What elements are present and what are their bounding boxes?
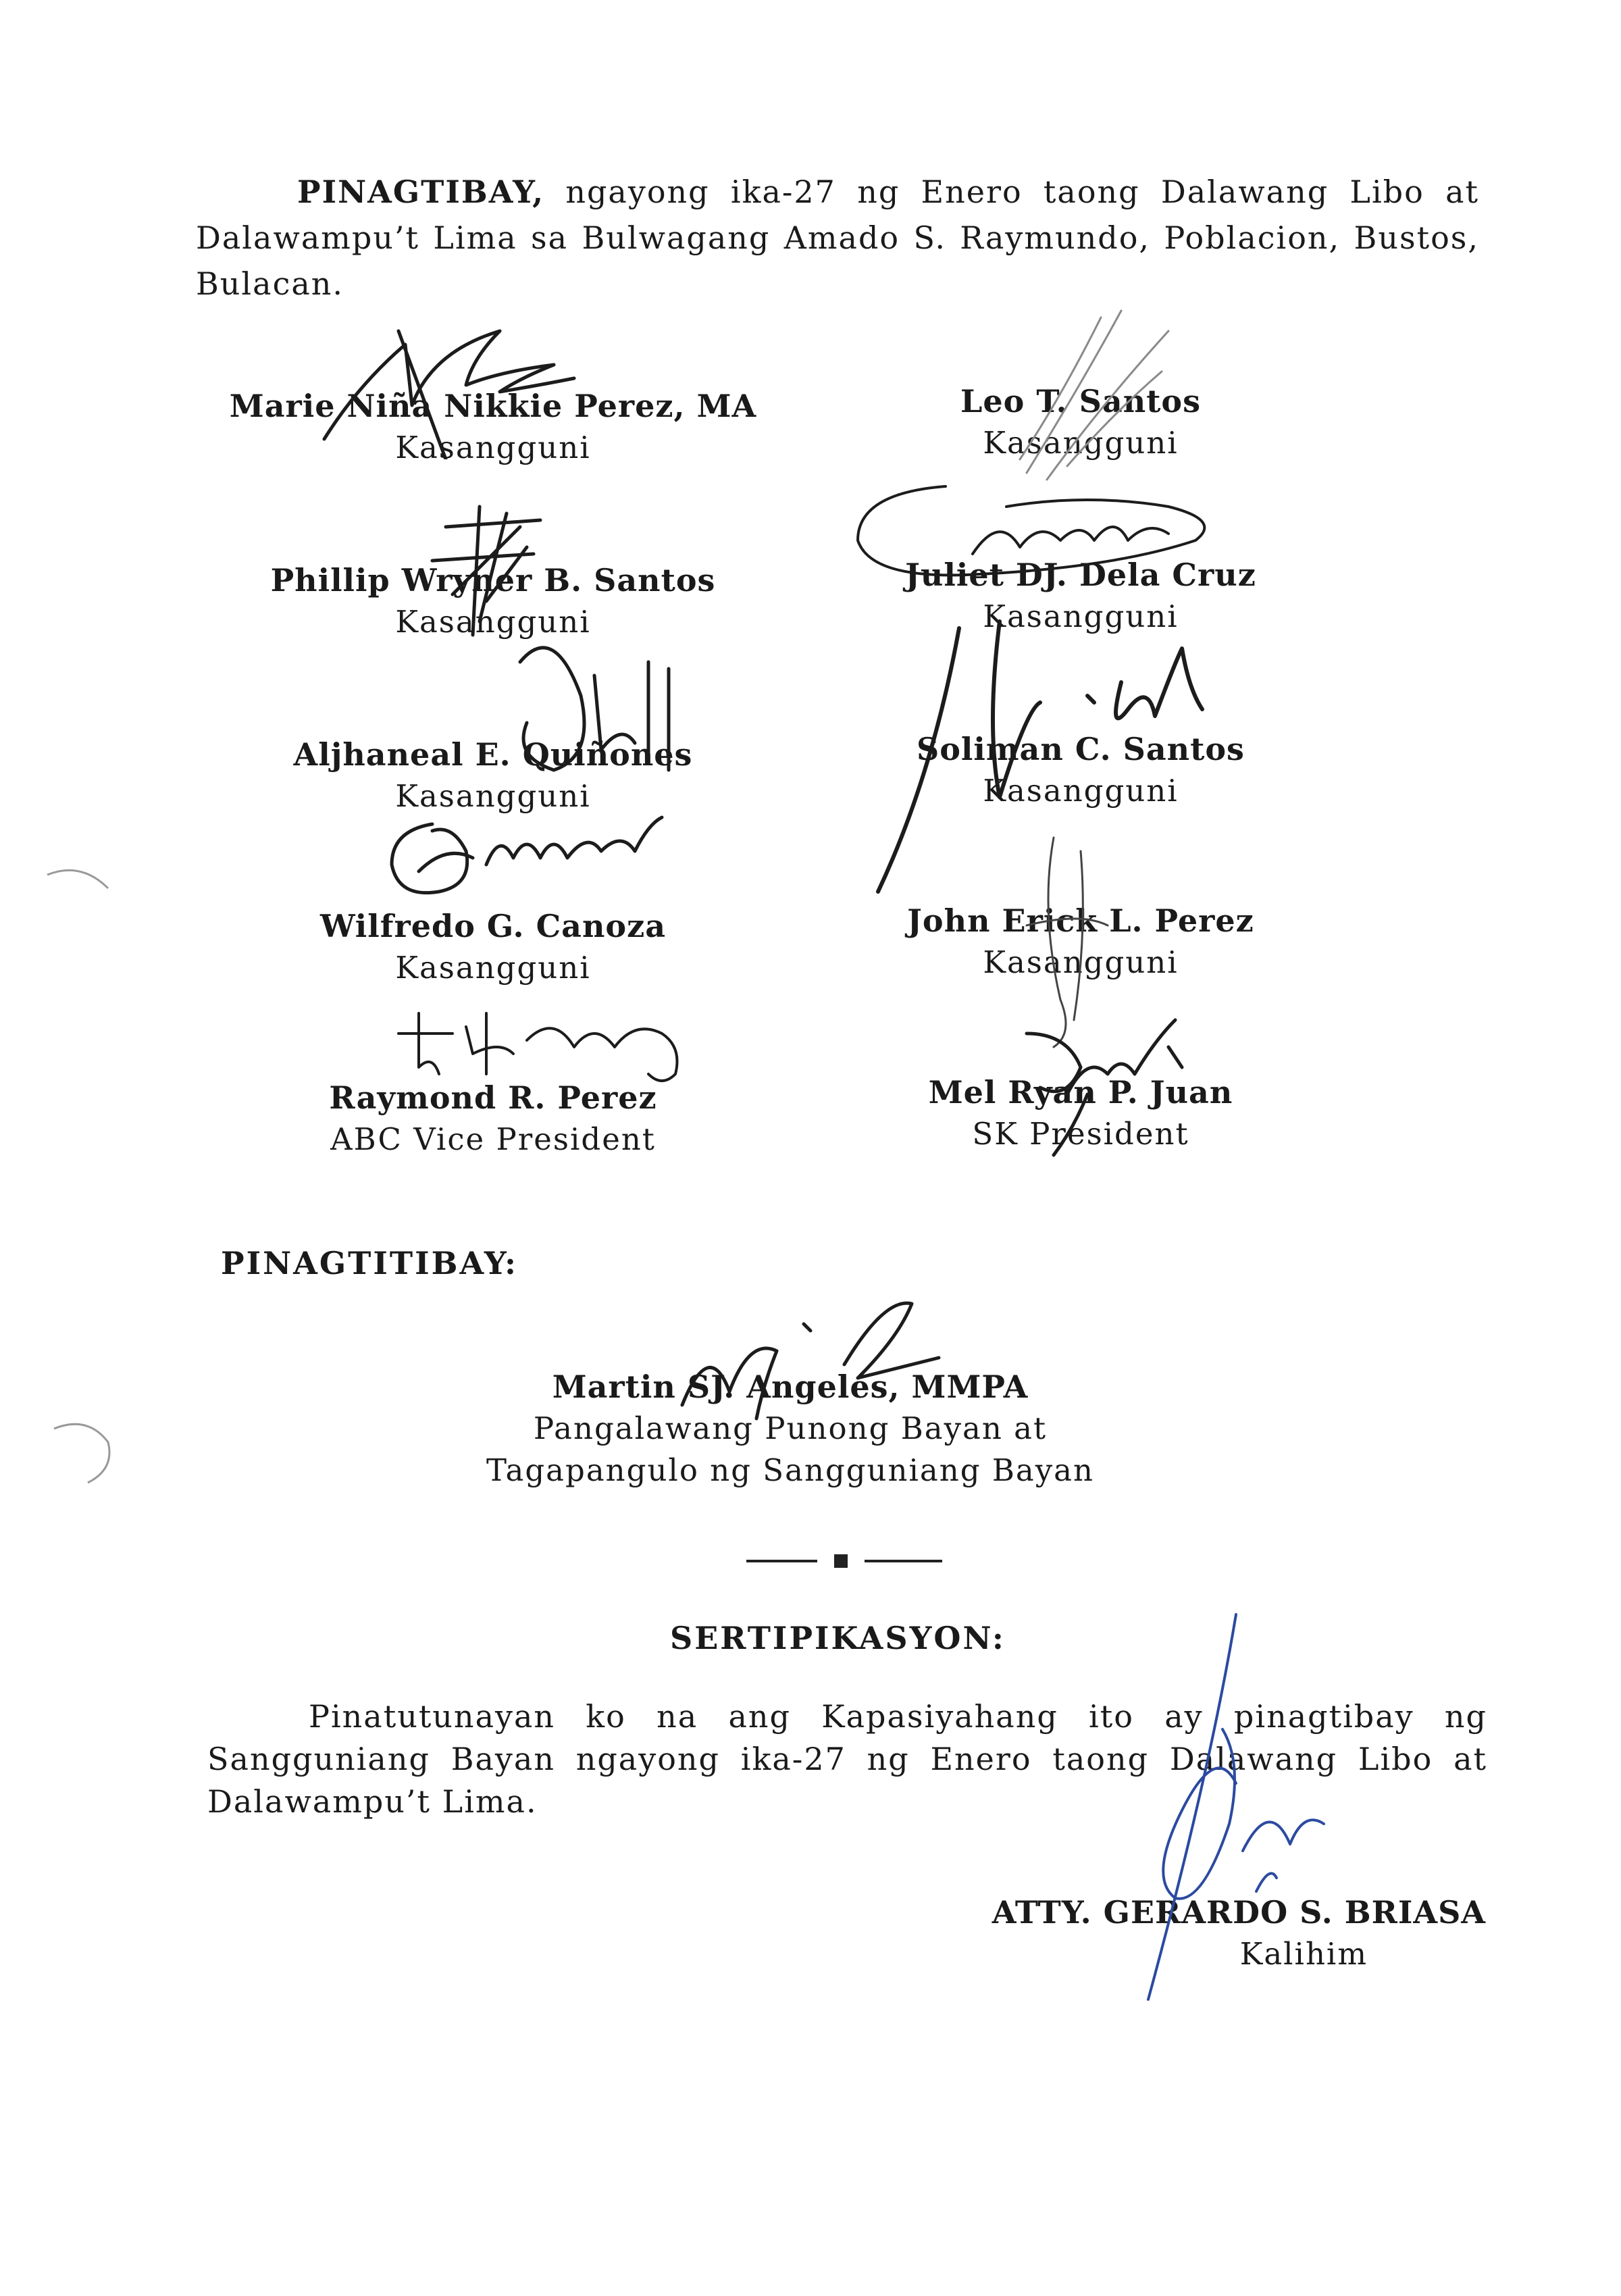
signatory-perez-jel [743, 900, 1418, 984]
signatory-canoza [155, 905, 831, 989]
signatory-name: Marie Niña Nikkie Perez, MA [229, 388, 757, 424]
signatory-title: Kasangguni [395, 604, 591, 640]
approval-heading: PINAGTITIBAY: [221, 1245, 519, 1281]
signatory-name: Phillip Wryner B. Santos [270, 562, 716, 598]
section-divider [743, 1551, 946, 1571]
signatory-perez-mnn [155, 385, 831, 469]
signatory-title: SK President [972, 1116, 1189, 1152]
punch-hole-mark [47, 1408, 122, 1496]
certification-title: Kalihim [1239, 1936, 1368, 1972]
certification-heading: SERTIPIKASYON: [670, 1620, 1006, 1656]
signatory-title: ABC Vice President [330, 1121, 656, 1157]
certification-signatory [810, 1891, 1486, 1975]
approval-title-line1: Pangalawang Punong Bayan at [533, 1410, 1048, 1446]
signatory-name: Aljhaneal E. Quiñones [293, 736, 693, 773]
signatory-santos-sc [743, 728, 1418, 812]
signatory-title: Kasangguni [983, 598, 1179, 634]
punch-hole-mark [41, 848, 115, 909]
signature-canoza [378, 804, 675, 912]
resolution-lead: PINAGTIBAY, [297, 174, 545, 210]
signatory-quinones [155, 734, 831, 817]
signatory-name: John Erick L. Perez [907, 902, 1254, 939]
signatory-name: Wilfredo G. Canoza [319, 908, 667, 944]
signatory-title: Kasangguni [395, 778, 591, 814]
approval-name: Martin SJ. Angeles, MMPA [552, 1369, 1029, 1405]
signatory-name: Mel Ryan P. Juan [928, 1074, 1233, 1111]
resolution-text: ngayong ika-27 ng Enero taong Dalawang Libo at Dalawampu’t Lima sa Bulwagang Amado S. Raymundo, Poblacion, Bustos, Bulacan. [196, 174, 1479, 302]
signatory-santos-lt [743, 380, 1418, 464]
signatory-name: Juliet DJ. Dela Cruz [905, 557, 1256, 593]
signatory-title: Kasangguni [983, 944, 1179, 980]
signatory-name: Raymond R. Perez [329, 1079, 657, 1116]
signatory-santos-pwb [155, 559, 831, 643]
signatory-title: Kasangguni [983, 773, 1179, 809]
signatory-title: Kasangguni [983, 425, 1179, 461]
signatory-name: Soliman C. Santos [917, 731, 1245, 767]
signatory-name: Leo T. Santos [960, 383, 1201, 419]
certification-paragraph: Pinatutunayan ko na ang Kapasiyahang ito ay pinagtibay ng Sangguniang Bayan ngayong ika-27 ng Enero taong Dalawang Libo at Dalawampu’t Lima. [207, 1698, 1487, 1820]
certification-name: ATTY. GERARDO S. BRIASA [992, 1894, 1486, 1931]
resolution-paragraph [196, 169, 1479, 307]
signatory-perez-rr [155, 1077, 831, 1160]
signatory-dela-cruz [743, 554, 1418, 638]
signatory-juan [743, 1071, 1418, 1155]
approval-signatory [453, 1366, 1128, 1491]
signatory-title: Kasangguni [395, 430, 591, 465]
signatory-title: Kasangguni [395, 950, 591, 986]
approval-title-line2: Tagapangulo ng Sangguniang Bayan [486, 1452, 1094, 1488]
